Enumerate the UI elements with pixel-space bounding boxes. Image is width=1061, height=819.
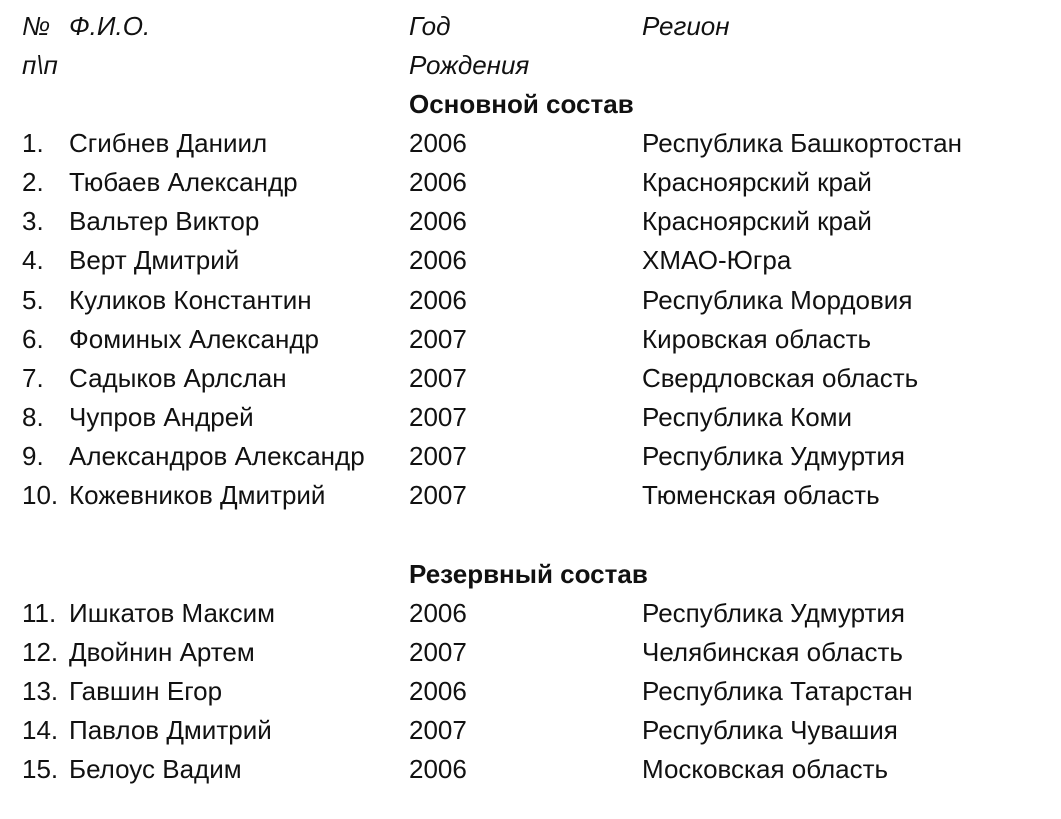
roster-row xyxy=(0,398,1061,437)
region: Тюменская область xyxy=(642,480,880,510)
row-number: 11. xyxy=(22,598,57,628)
roster-row xyxy=(0,320,1061,359)
athlete-name: Александров Александр xyxy=(69,441,365,471)
birth-year: 2006 xyxy=(409,285,467,315)
row-number: 13. xyxy=(22,676,59,706)
athlete-name: Кожевников Дмитрий xyxy=(69,480,326,510)
birth-year: 2006 xyxy=(409,676,467,706)
row-number: 2. xyxy=(22,167,44,197)
row-number: 3. xyxy=(22,206,44,236)
header-row-2 xyxy=(0,46,1061,85)
birth-year: 2006 xyxy=(409,206,467,236)
header-number-label: № xyxy=(22,11,51,41)
birth-year: 2007 xyxy=(409,637,467,667)
region: Кировская область xyxy=(642,324,872,354)
main-section-heading xyxy=(0,85,1061,124)
athlete-name: Садыков Арлслан xyxy=(69,363,287,393)
region: Красноярский край xyxy=(642,206,872,236)
row-number: 4. xyxy=(22,245,44,275)
athlete-name: Сгибнев Даниил xyxy=(69,128,268,158)
header-region-label: Регион xyxy=(642,11,730,41)
region: ХМАО-Югра xyxy=(642,245,792,275)
birth-year: 2007 xyxy=(409,363,467,393)
row-number: 8. xyxy=(22,402,44,432)
birth-year: 2007 xyxy=(409,402,467,432)
roster-row xyxy=(0,124,1061,163)
row-number: 10. xyxy=(22,480,59,510)
roster-row xyxy=(0,359,1061,398)
header-year-label: Год xyxy=(409,11,451,41)
row-number: 7. xyxy=(22,363,44,393)
birth-year: 2006 xyxy=(409,128,467,158)
birth-year: 2006 xyxy=(409,245,467,275)
athlete-name: Фоминых Александр xyxy=(69,324,319,354)
birth-year: 2006 xyxy=(409,167,467,197)
roster-row xyxy=(0,437,1061,476)
row-number: 15. xyxy=(22,754,59,784)
roster-row xyxy=(0,163,1061,202)
main-section-title: Основной состав xyxy=(409,89,634,119)
header-row-1 xyxy=(0,7,1061,46)
roster-row xyxy=(0,202,1061,241)
athlete-name: Двойнин Артем xyxy=(69,637,255,667)
row-number: 9. xyxy=(22,441,44,471)
region: Республика Татарстан xyxy=(642,676,913,706)
athlete-name: Тюбаев Александр xyxy=(69,167,298,197)
athlete-name: Чупров Андрей xyxy=(69,402,254,432)
birth-year: 2007 xyxy=(409,715,467,745)
header-name-label: Ф.И.О. xyxy=(69,11,151,41)
birth-year: 2006 xyxy=(409,598,467,628)
header-number-sublabel: п\п xyxy=(22,50,58,80)
row-number: 14. xyxy=(22,715,59,745)
birth-year: 2007 xyxy=(409,480,467,510)
roster-row xyxy=(0,281,1061,320)
athlete-name: Вальтер Виктор xyxy=(69,206,260,236)
reserve-section-heading xyxy=(0,555,1061,594)
roster-row xyxy=(0,241,1061,280)
roster-row xyxy=(0,750,1061,789)
roster-row xyxy=(0,633,1061,672)
birth-year: 2006 xyxy=(409,754,467,784)
row-number: 6. xyxy=(22,324,44,354)
region: Республика Мордовия xyxy=(642,285,913,315)
athlete-name: Гавшин Егор xyxy=(69,676,223,706)
athlete-name: Белоус Вадим xyxy=(69,754,242,784)
region: Республика Чувашия xyxy=(642,715,898,745)
row-number: 5. xyxy=(22,285,44,315)
birth-year: 2007 xyxy=(409,324,467,354)
region: Свердловская область xyxy=(642,363,919,393)
region: Республика Удмуртия xyxy=(642,441,906,471)
row-number: 1. xyxy=(22,128,44,158)
region: Челябинская область xyxy=(642,637,903,667)
region: Московская область xyxy=(642,754,889,784)
birth-year: 2007 xyxy=(409,441,467,471)
athlete-name: Верт Дмитрий xyxy=(69,245,240,275)
roster-row xyxy=(0,672,1061,711)
athlete-name: Ишкатов Максим xyxy=(69,598,275,628)
roster-row xyxy=(0,476,1061,515)
region: Республика Коми xyxy=(642,402,853,432)
athlete-name: Павлов Дмитрий xyxy=(69,715,272,745)
region: Республика Удмуртия xyxy=(642,598,906,628)
roster-row xyxy=(0,594,1061,633)
reserve-section-title: Резервный состав xyxy=(409,559,648,589)
roster-row xyxy=(0,711,1061,750)
region: Красноярский край xyxy=(642,167,872,197)
row-number: 12. xyxy=(22,637,59,667)
athlete-name: Куликов Константин xyxy=(69,285,312,315)
header-year-sublabel: Рождения xyxy=(409,50,530,80)
region: Республика Башкортостан xyxy=(642,128,962,158)
